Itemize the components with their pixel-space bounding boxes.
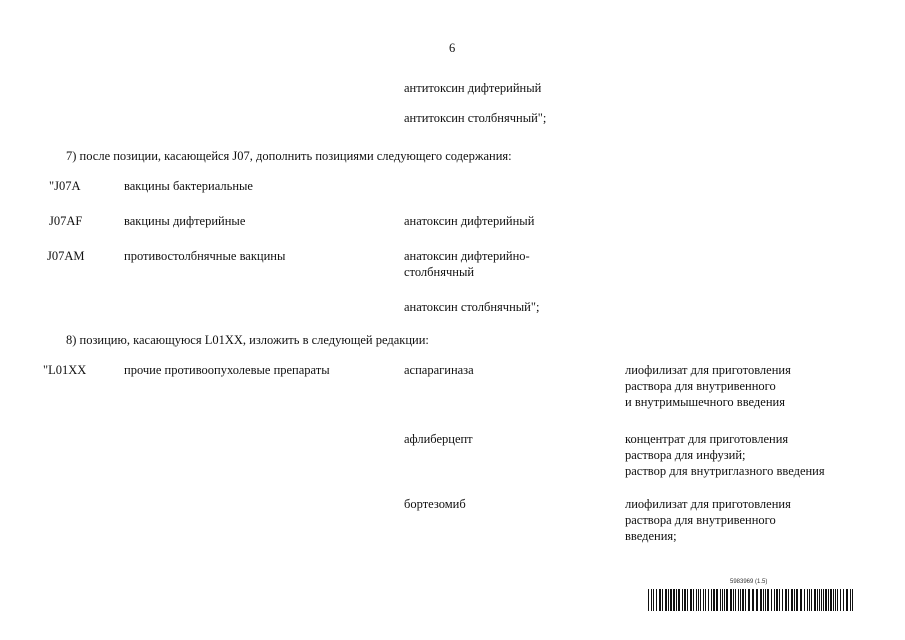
item8-drug-2-name: афлиберцепт [404, 432, 473, 446]
item8-code: "L01XX [43, 363, 87, 377]
continuation-line-2: антитоксин столбнячный"; [404, 111, 547, 125]
item7-row2-drug: анатоксин дифтерийный [404, 214, 535, 228]
item7-intro: 7) после позиции, касающейся J07, дополнить позициями следующего содержания: [66, 149, 512, 163]
item8-drug-1-name: аспарагиназа [404, 363, 474, 377]
item8-drug-3-form: лиофилизат для приготовления раствора для внутривенного введения; [625, 497, 791, 543]
item8-intro: 8) позицию, касающуюся L01XX, изложить в следующей редакции: [66, 333, 429, 347]
item7-row2-name: вакцины дифтерийные [124, 214, 246, 228]
item7-extra-drug: анатоксин столбнячный"; [404, 300, 540, 314]
barcode-label: 5983969 (1.5) [730, 579, 768, 585]
item7-row1-code: "J07A [49, 179, 81, 193]
barcode-image [648, 589, 856, 611]
item8-drug-1-form: лиофилизат для приготовления раствора для внутривенного и внутримышечного введения [625, 363, 791, 409]
continuation-line-1: антитоксин дифтерийный [404, 81, 542, 95]
item7-row1-name: вакцины бактериальные [124, 179, 253, 193]
item7-row3-name: противостолбнячные вакцины [124, 249, 286, 263]
item7-row3-code: J07AM [47, 249, 85, 263]
item8-drug-3-name: бортезомиб [404, 497, 466, 511]
item8-name: прочие противоопухолевые препараты [124, 363, 330, 377]
item8-drug-2-form: концентрат для приготовления раствора для инфузий; раствор для внутриглазного введения [625, 432, 825, 478]
page-number: 6 [449, 41, 456, 55]
item7-row3-drug: анатоксин дифтерийно- столбнячный [404, 249, 530, 279]
item7-row2-code: J07AF [49, 214, 83, 228]
